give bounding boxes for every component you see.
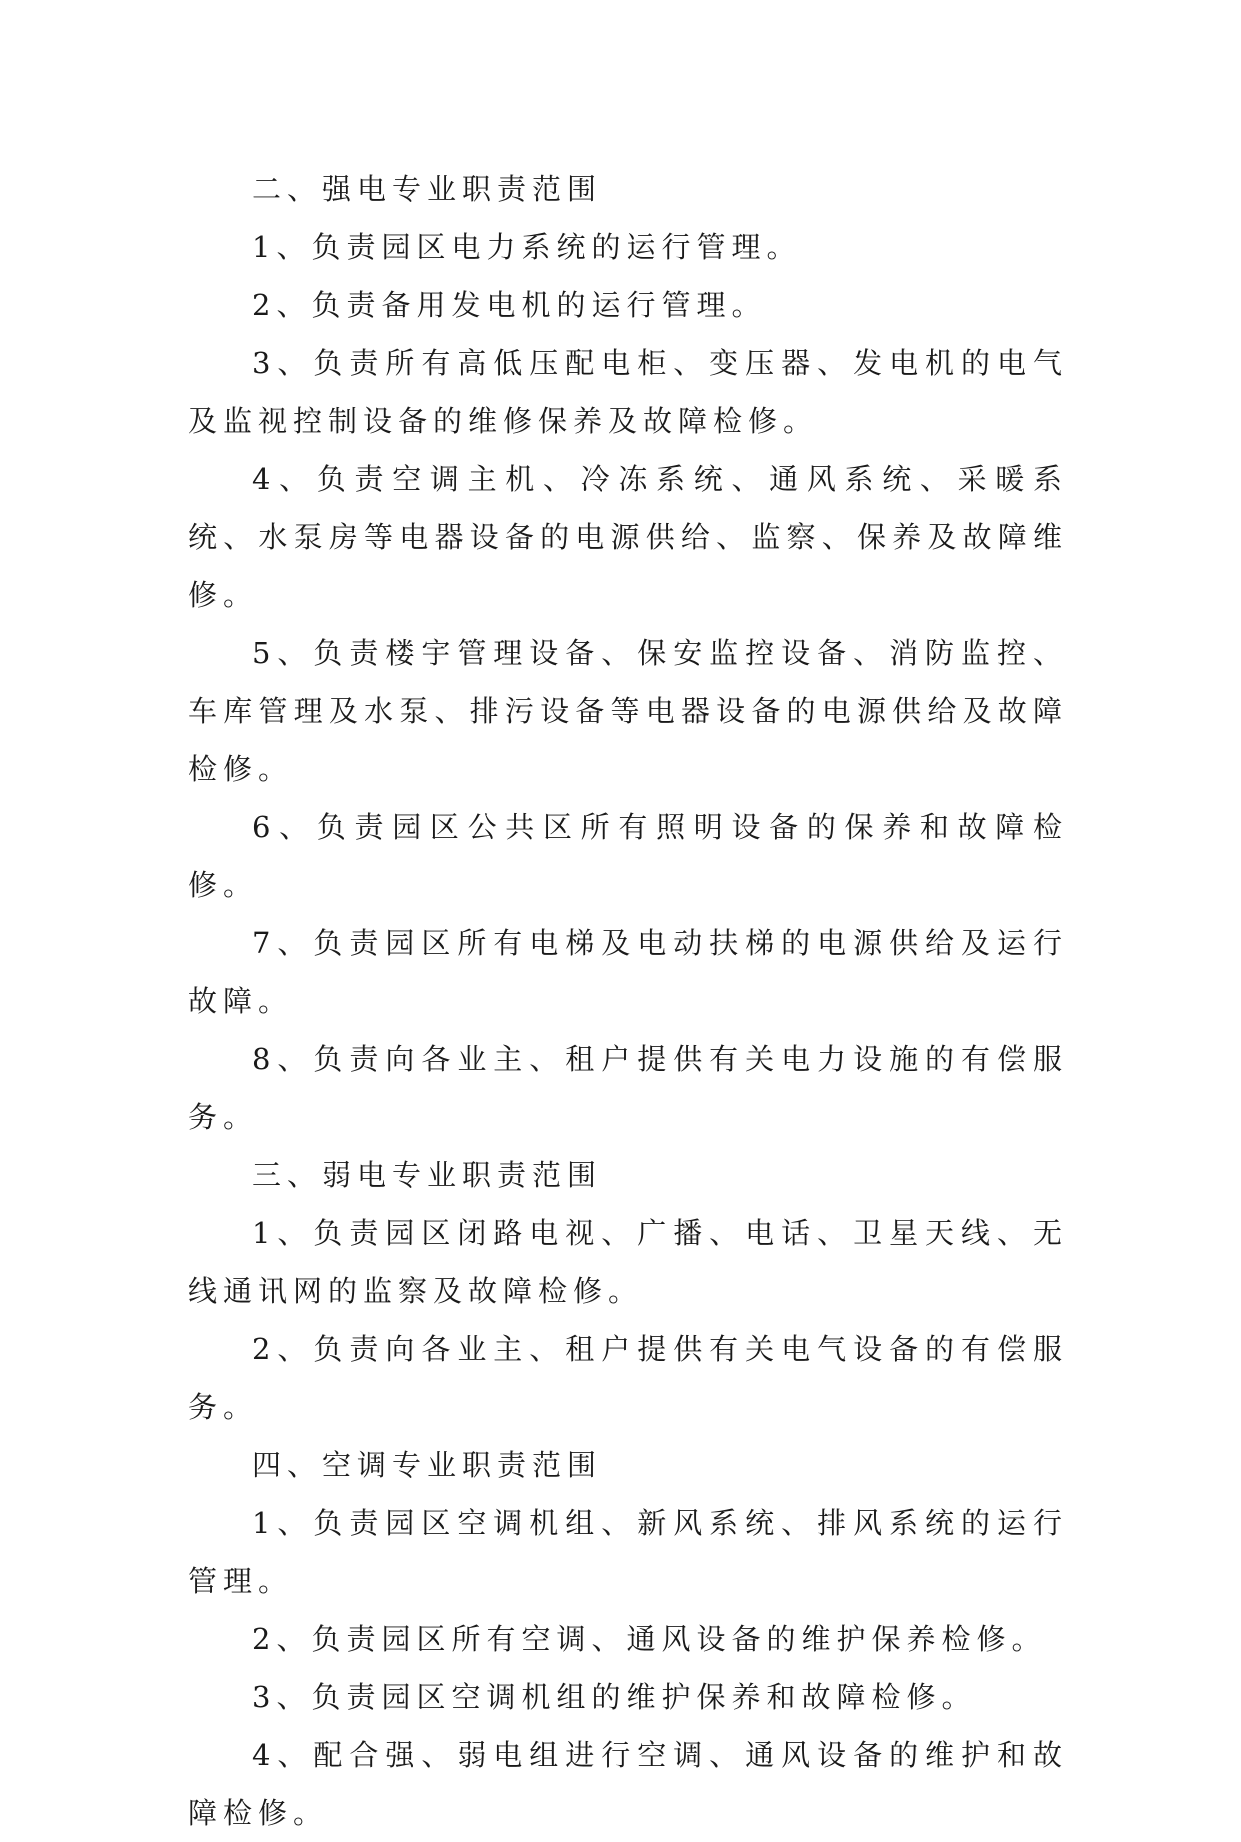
list-item: 2、负责园区所有空调、通风设备的维护保养检修。 xyxy=(252,1622,1047,1656)
list-item: 3、负责所有高低压配电柜、变压器、发电机的电气及监视控制设备的维修保养及故障检修。 xyxy=(188,346,1068,438)
list-item: 8、负责向各业主、租户提供有关电力设施的有偿服务。 xyxy=(188,1042,1068,1134)
section-heading-air-conditioning: 四、空调专业职责范围 xyxy=(252,1448,603,1482)
section-heading-weak-current: 三、弱电专业职责范围 xyxy=(252,1158,603,1192)
list-item: 4、配合强、弱电组进行空调、通风设备的维护和故障检修。 xyxy=(188,1738,1068,1830)
list-item: 1、负责园区空调机组、新风系统、排风系统的运行管理。 xyxy=(188,1506,1068,1598)
list-item: 3、负责园区空调机组的维护保养和故障检修。 xyxy=(252,1680,977,1714)
list-item: 6、负责园区公共区所有照明设备的保养和故障检修。 xyxy=(188,810,1068,902)
list-item: 4、负责空调主机、冷冻系统、通风系统、采暖系统、水泵房等电器设备的电源供给、监察、保养及故障维修。 xyxy=(188,462,1068,612)
list-item: 7、负责园区所有电梯及电动扶梯的电源供给及运行故障。 xyxy=(188,926,1068,1018)
list-item: 2、负责备用发电机的运行管理。 xyxy=(252,288,767,322)
list-item: 1、负责园区闭路电视、广播、电话、卫星天线、无线通讯网的监察及故障检修。 xyxy=(188,1216,1068,1308)
list-item: 1、负责园区电力系统的运行管理。 xyxy=(252,230,802,264)
section-heading-strong-current: 二、强电专业职责范围 xyxy=(252,172,603,206)
list-item: 5、负责楼宇管理设备、保安监控设备、消防监控、车库管理及水泵、排污设备等电器设备的电源供给及故障检修。 xyxy=(188,636,1068,786)
document-body xyxy=(188,160,1068,1842)
list-item: 2、负责向各业主、租户提供有关电气设备的有偿服务。 xyxy=(188,1332,1068,1424)
